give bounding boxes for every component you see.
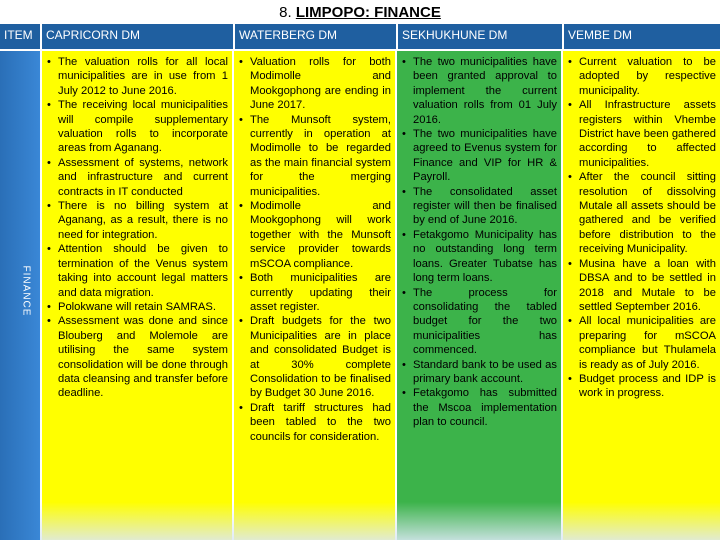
list-item: • Both municipalities are currently updating their asset register. bbox=[238, 271, 391, 314]
list-item: • Fetakgomo has submitted the Mscoa implementation plan to council. bbox=[401, 386, 557, 429]
list-item: • Polokwane will retain SAMRAS. bbox=[46, 300, 228, 314]
column-capricorn bbox=[42, 51, 232, 540]
page-title bbox=[0, 4, 720, 24]
list-item: • Assessment was done and since Blouberg and Molemole are utilising the same system consolidation will be done through data cleansing and transfer before deadline. bbox=[46, 314, 228, 400]
header-capricorn: CAPRICORN DM bbox=[40, 24, 233, 49]
list-item: • There is no billing system at Aganang, as a result, there is no need for integration. bbox=[46, 199, 228, 242]
list-item: • Fetakgomo Municipality has no outstanding long term loans. Greater Tubatse has long term loans. bbox=[401, 228, 557, 286]
list-item: • All local municipalities are preparing for mSCOA compliance but Thulamela is ready as of July 2016. bbox=[567, 314, 716, 372]
column-vembe bbox=[563, 51, 720, 540]
capricorn-list bbox=[46, 55, 228, 401]
table-header-row bbox=[0, 24, 720, 49]
list-item: • Draft budgets for the two Municipalities are in place and consolidated Budget is at 30% complete Consolidation to be finalised by Budget 30 June 2016. bbox=[238, 314, 391, 400]
list-item: • Current valuation to be adopted by respective municipality. bbox=[567, 55, 716, 98]
waterberg-list bbox=[238, 55, 391, 444]
list-item: • The valuation rolls for all local municipalities are in use from 1 July 2012 to June 2016. bbox=[46, 55, 228, 98]
list-item: • Modimolle and Mookgophong will work together with the Munsoft service provider towards mSCOA compliance. bbox=[238, 199, 391, 271]
row-label-cell bbox=[0, 51, 40, 540]
column-waterberg bbox=[234, 51, 395, 540]
column-sekhukhune bbox=[397, 51, 561, 540]
list-item: • Valuation rolls for both Modimolle and Mookgophong are ending in June 2017. bbox=[238, 55, 391, 113]
list-item: • All Infrastructure assets registers within Vhembe District have been gathered according to affected municipalities. bbox=[567, 98, 716, 170]
sekhukhune-list bbox=[401, 55, 557, 430]
header-waterberg: WATERBERG DM bbox=[233, 24, 396, 49]
list-item: • The consolidated asset register will then be finalised by end of June 2016. bbox=[401, 185, 557, 228]
list-item: • The two municipalities have agreed to Evenus system for Finance and VIP for HR & Payroll. bbox=[401, 127, 557, 185]
header-sekhukhune: SEKHUKHUNE DM bbox=[396, 24, 562, 49]
list-item: • Standard bank to be used as primary bank account. bbox=[401, 358, 557, 387]
row-label-finance: FINANCE bbox=[20, 265, 32, 317]
header-vembe: VEMBE DM bbox=[562, 24, 720, 49]
list-item: • Draft tariff structures had been tabled to the two councils for consideration. bbox=[238, 401, 391, 444]
title-text: LIMPOPO: FINANCE bbox=[295, 4, 441, 21]
list-item: • Budget process and IDP is work in progress. bbox=[567, 372, 716, 401]
list-item: • Assessment of systems, network and infrastructure and current contracts in IT conducted bbox=[46, 156, 228, 199]
list-item: • After the council sitting resolution of dissolving Mutale all assets should be gathered and be verified before distribution to the receiving Municipality. bbox=[567, 170, 716, 256]
list-item: • The Munsoft system, currently in operation at Modimolle to be regarded as the main financial system for the merging municipalities. bbox=[238, 113, 391, 199]
list-item: • Musina have a loan with DBSA and to be settled in 2018 and Mutale to be settled September 2016. bbox=[567, 257, 716, 315]
header-item: ITEM bbox=[4, 28, 33, 42]
vembe-list bbox=[567, 55, 716, 401]
list-item: • The receiving local municipalities will compile supplementary valuation rolls to incorporate areas from Aganang. bbox=[46, 98, 228, 156]
list-item: • The process for consolidating the tabled budget for the two municipalities has commenced. bbox=[401, 286, 557, 358]
list-item: • Attention should be given to termination of the Venus system taking into account legal matters and data migration. bbox=[46, 242, 228, 300]
list-item: • The two municipalities have been granted approval to implement the current valuation rolls from 01 July 2016. bbox=[401, 55, 557, 127]
title-number: 8. bbox=[279, 4, 292, 21]
